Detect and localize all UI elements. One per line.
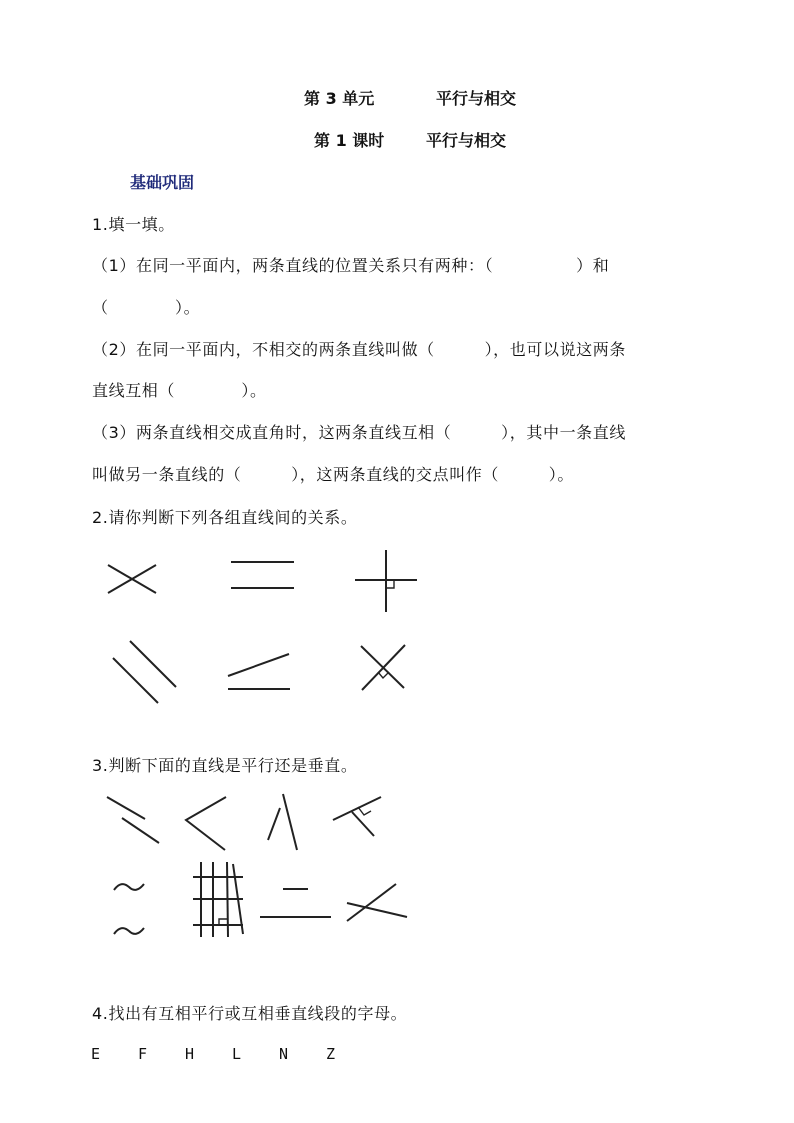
- q1-line-5: （3）两条直线相交成直角时，这两条直线互相（ ），其中一条直线: [92, 423, 626, 442]
- q4-letter-n: N: [279, 1045, 289, 1063]
- q1-line-3: （2）在同一平面内，不相交的两条直线叫做（ ），也可以说这两条: [92, 340, 626, 359]
- q3-figure-wavy: [114, 884, 144, 934]
- q4-title: 4.找出有互相平行或互相垂直线段的字母。: [92, 1004, 408, 1023]
- q4-letter-h: H: [185, 1045, 195, 1063]
- q3-figure-angle: [186, 797, 226, 850]
- q2-title: 2.请你判断下列各组直线间的关系。: [92, 508, 358, 527]
- q3-title: 3.判断下面的直线是平行还是垂直。: [92, 756, 358, 775]
- q1-line-4: 直线互相（ ）。: [92, 381, 267, 400]
- section-title: 基础巩固: [130, 173, 195, 192]
- q3-figure-crossing: [347, 884, 407, 921]
- q3-figure-perpendicular-t: [333, 797, 381, 836]
- q1-line-2: （ ）。: [92, 298, 201, 317]
- q3-figure-grid: [193, 862, 243, 937]
- q1-line-6: 叫做另一条直线的（ ），这两条直线的交点叫作（ ）。: [92, 465, 575, 484]
- q1-line-1: （1）在同一平面内，两条直线的位置关系只有两种：（ ）和: [92, 256, 610, 275]
- q4-letter-f: F: [138, 1045, 148, 1063]
- q3-figure-two-lines: [268, 794, 297, 850]
- q4-letter-z: Z: [326, 1045, 336, 1063]
- unit-label: 第 3 单元: [304, 89, 375, 108]
- q4-letter-e: E: [91, 1045, 101, 1063]
- q1-title: 1.填一填。: [92, 215, 175, 234]
- lesson-title: 平行与相交: [426, 131, 507, 150]
- q3-figure-parallel-slanted: [107, 797, 159, 843]
- q3-figure-parallel-horizontal: [260, 889, 331, 917]
- lesson-label: 第 1 课时: [314, 131, 385, 150]
- unit-title: 平行与相交: [436, 89, 517, 108]
- q4-letter-l: L: [232, 1045, 242, 1063]
